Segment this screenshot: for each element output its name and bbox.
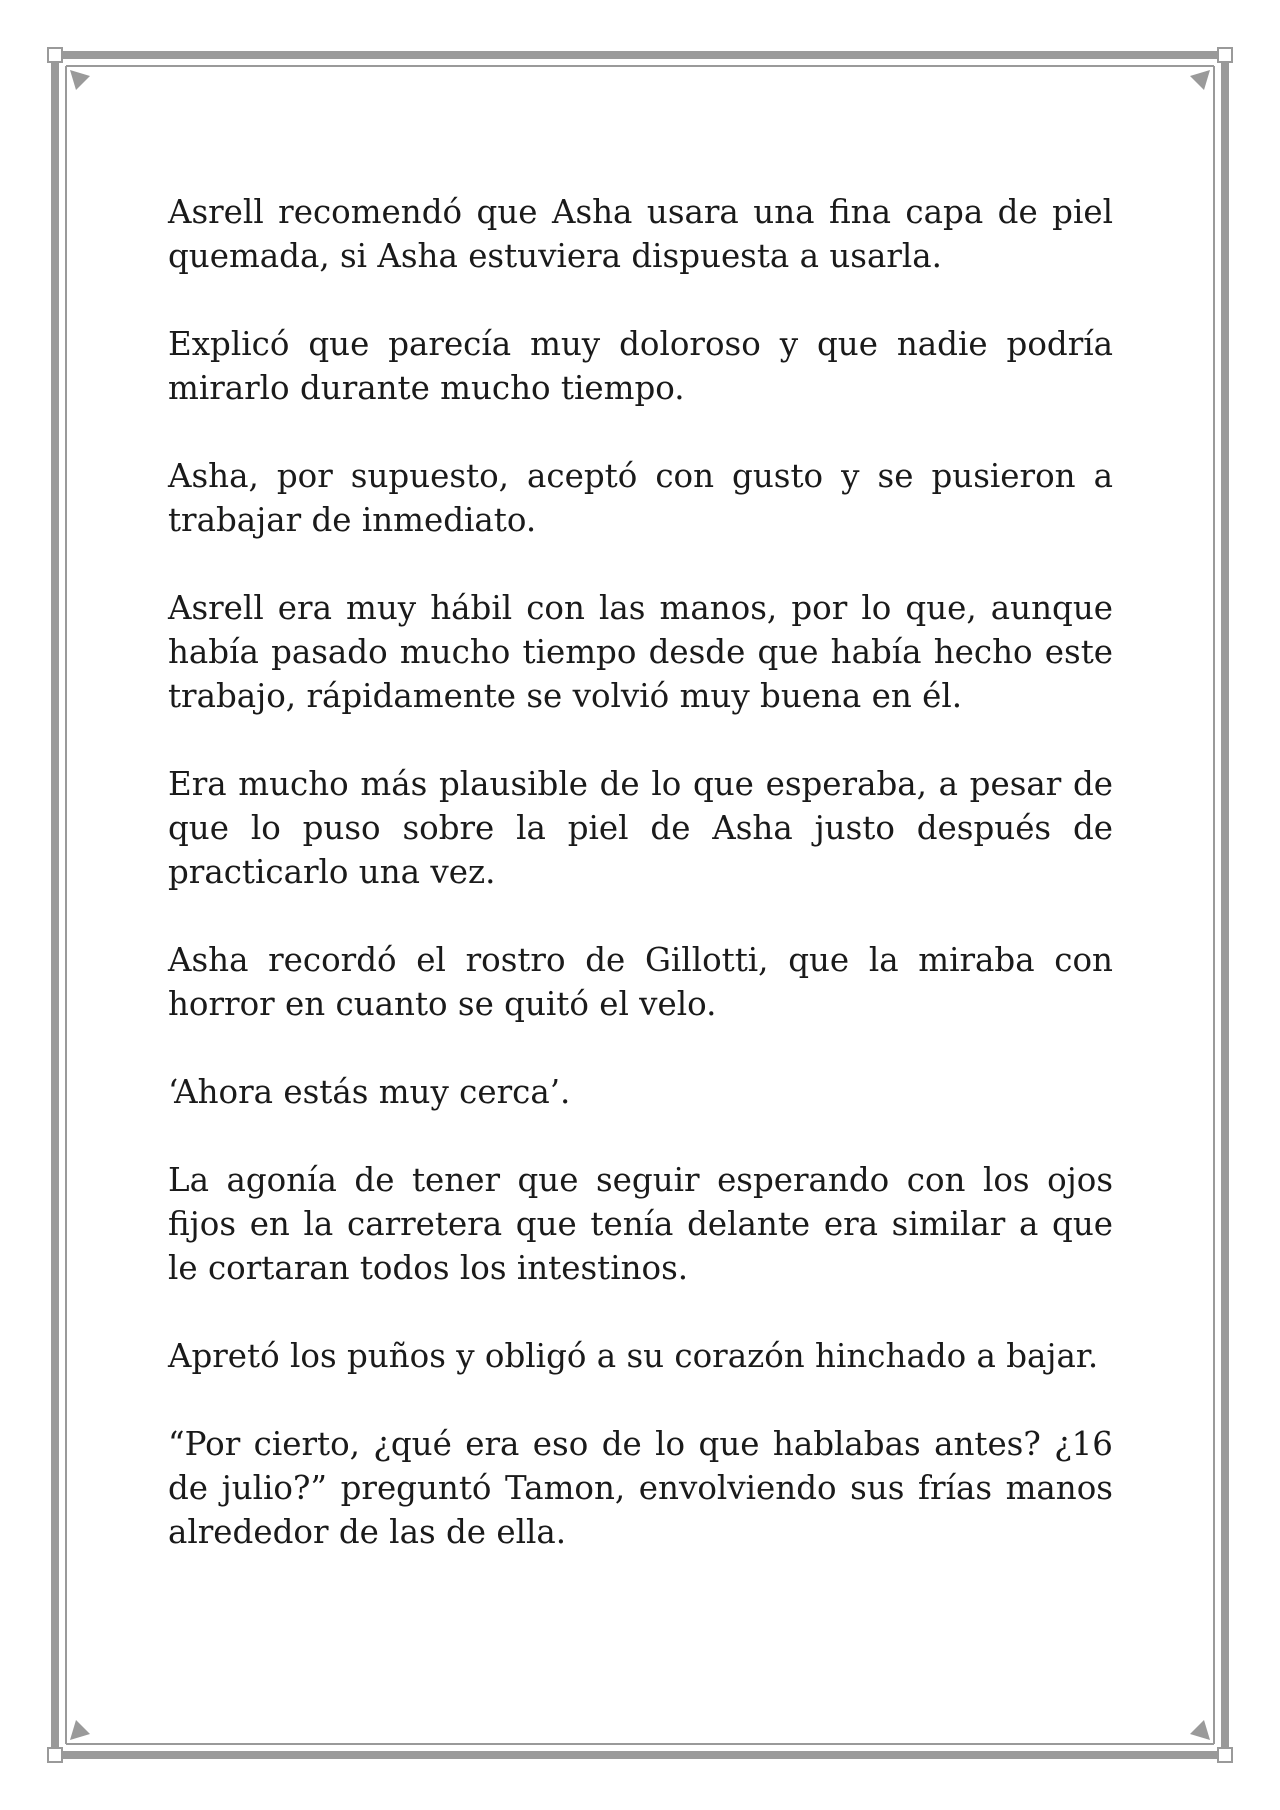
- paragraph: ‘Ahora estás muy cerca’.: [168, 1073, 571, 1111]
- paragraph: Apretó los puños y obligó a su corazón hinchado a bajar.: [168, 1337, 1099, 1375]
- paragraph: Asha recordó el rostro de Gillotti, que la miraba con horror en cuanto se quitó el velo.: [168, 941, 1113, 1023]
- paragraph: Explicó que parecía muy doloroso y que nadie podría mirarlo durante mucho tiempo.: [168, 325, 1113, 407]
- story-text: [168, 190, 1113, 1598]
- paragraph: Asrell era muy hábil con las manos, por lo que, aunque había pasado mucho tiempo desde que había hecho este trabajo, rápidamente se volvió muy buena en él.: [168, 589, 1113, 715]
- paragraph: La agonía de tener que seguir esperando con los ojos fijos en la carretera que tenía delante era similar a que le cortaran todos los intestinos.: [168, 1161, 1113, 1287]
- paragraph: Asrell recomendó que Asha usara una fina capa de piel quemada, si Asha estuviera dispuesta a usarla.: [168, 193, 1113, 275]
- paragraph: Era mucho más plausible de lo que esperaba, a pesar de que lo puso sobre la piel de Asha justo después de practicarlo una vez.: [168, 765, 1113, 891]
- paragraph: “Por cierto, ¿qué era eso de lo que hablabas antes? ¿16 de julio?” preguntó Tamon, envolviendo sus frías manos alrededor de las de ella.: [168, 1425, 1113, 1551]
- paragraph: Asha, por supuesto, aceptó con gusto y se pusieron a trabajar de inmediato.: [168, 457, 1113, 539]
